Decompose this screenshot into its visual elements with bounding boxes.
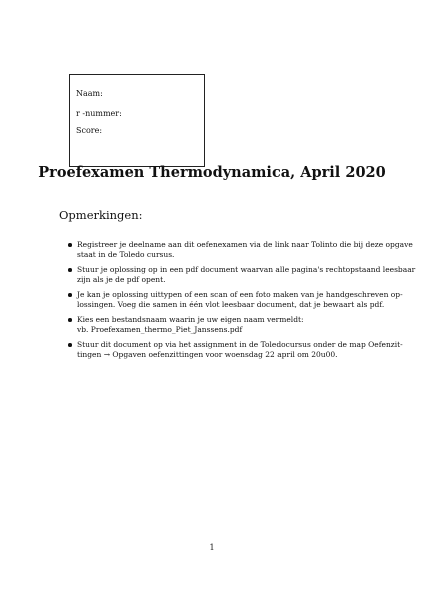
remark-line: lossingen. Voeg die samen in één vlot leesbaar document, dat je bewaart als pdf.: [77, 300, 385, 309]
name-label: Naam:: [76, 89, 103, 98]
remark-item: [68, 265, 416, 285]
remark-line: Stuur je oplossing op in een pdf document waarvan alle pagina's rechtopstaand leesbaar: [77, 265, 416, 274]
bullet-icon: [68, 293, 72, 297]
remark-item: [68, 290, 403, 310]
student-number-label: r -nummer:: [76, 109, 122, 118]
remark-line: staat in de Toledo cursus.: [77, 250, 175, 259]
remarks-heading: Opmerkingen:: [59, 208, 143, 222]
remark-line: zijn als je de pdf opent.: [77, 275, 166, 284]
page-title: Proefexamen Thermodynamica, April 2020: [38, 164, 386, 181]
remark-item: [68, 315, 368, 335]
bullet-icon: [68, 318, 72, 322]
remark-line: Kies een bestandsnaam waarin je uw eigen naam vermeldt:: [77, 315, 304, 324]
student-info-box: [69, 74, 205, 167]
remark-line: Stuur dit document op via het assignment in de Toledocursus onder de map Oefenzit-: [77, 340, 403, 349]
remarks-list: [68, 240, 416, 365]
remark-line: Registreer je deelname aan dit oefenexamen via de link naar Tolinto die bij deze opgave: [77, 240, 413, 249]
bullet-icon: [68, 343, 72, 347]
bullet-icon: [68, 268, 72, 272]
score-label: Score:: [76, 126, 103, 135]
remark-line: Je kan je oplossing uittypen of een scan of een foto maken van je handgeschreven op-: [77, 290, 403, 299]
remark-line: tingen → Opgaven oefenzittingen voor woensdag 22 april om 20u00.: [77, 350, 338, 359]
remark-item: [68, 240, 413, 260]
remark-line: vb. Proefexamen_thermo_Piet_Janssens.pdf: [77, 325, 243, 334]
page-number: 1: [209, 543, 215, 552]
bullet-icon: [68, 243, 72, 247]
remark-item: [68, 340, 403, 360]
